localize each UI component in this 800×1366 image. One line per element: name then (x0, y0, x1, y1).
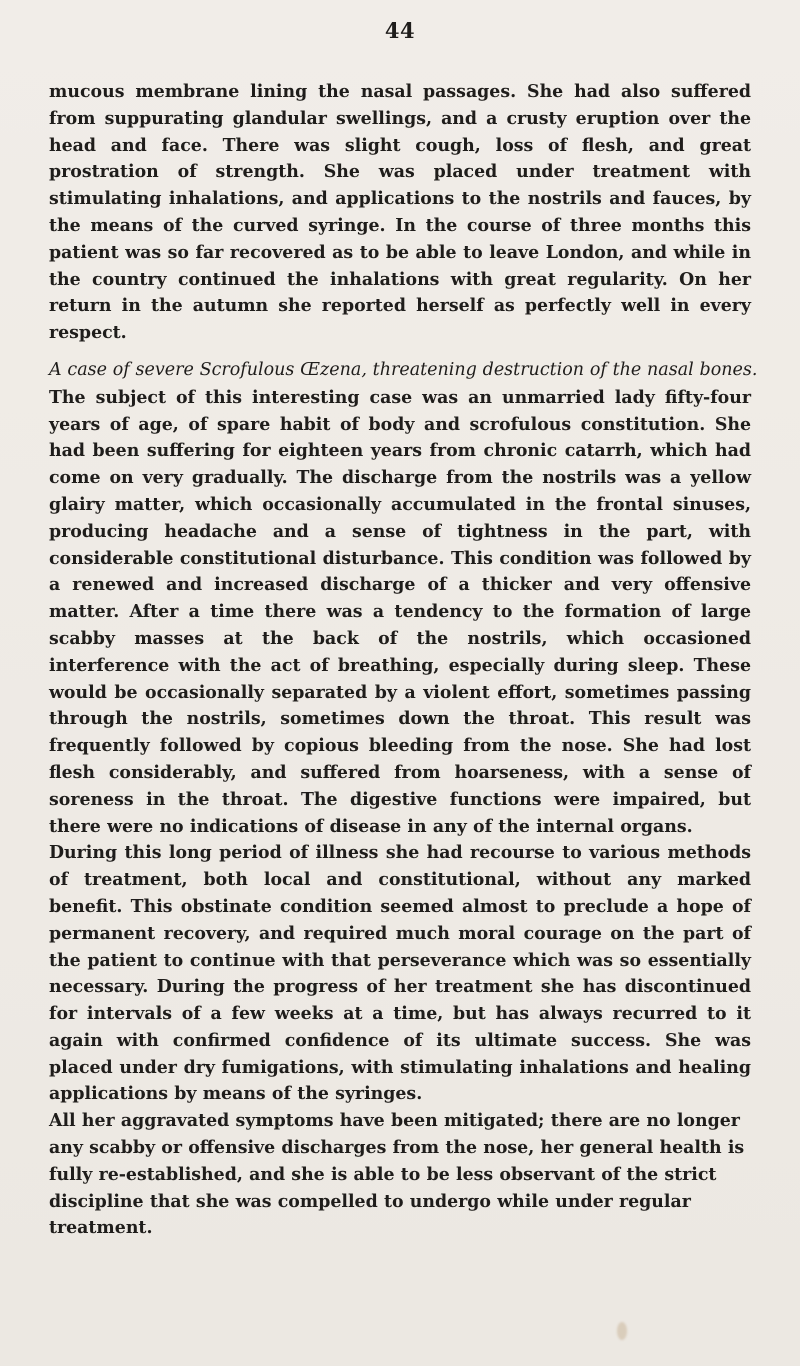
case-paragraph-outcome: All her aggravated symptoms have been mitigated; there are no longer any scabby or offensive discharges from the nose, her general health is fully re-established, and she is able to be less observant of the strict discipline that she was compelled to undergo while under regular treatment. (49, 1111, 745, 1239)
case-heading: A case of severe Scrofulous Œzena, threatening destruction of the nasal bones. (49, 359, 758, 380)
paragraph-continuation: mucous membrane lining the nasal passages. She had also suffered from suppurating glandular swellings, and a crusty eruption over the head and face. There was slight cough, loss of flesh, and great prostration of strength. She was placed under treatment with stimulating inhalations, and applications to the nostrils and fauces, by the means of the curved syringe. In the course of three months this patient was so far recovered as to be able to leave London, and while in the country continued the inhalations with great regularity. On her return in the autumn she reported herself as perfectly well in every respect. (49, 82, 751, 344)
case-paragraph-subject: The subject of this interesting case was an unmarried lady fifty-four years of age, of spare habit of body and scrofulous constitution. She had been suffering for eighteen years from chronic catarrh, which had come on very gradually. The discharge from the nostrils was a yellow glairy matter, which occasionally accumulated in the frontal sinuses, producing headache and a sense of tightness in the part, with considerable constitutional disturbance. This condition was followed by a renewed and increased discharge of a thicker and very offensive matter. After a time there was a tendency to the formation of large scabby masses at the back of the nostrils, which occasioned interference with the act of breathing, especially during sleep. These would be occasionally separated by a violent effort, sometimes passing through the nostrils, sometimes down the throat. This result was frequently followed by copious bleeding from the nose. She had lost flesh considerably, and suffered from hoarseness, with a sense of soreness in the throat. The digestive functions were impaired, but there were no indications of disease in any of the internal organs. (49, 387, 751, 837)
case-paragraph-treatment: During this long period of illness she had recourse to various methods of treatment, both local and constitutional, without any marked benefit. This obstinate condition seemed almost to preclude a hope of permanent recovery, and required much moral courage on the part of the patient to continue with that perseverance which was so essentially necessary. During the progress of her treatment she has discontinued for intervals of a few weeks at a time, but has always recurred to it again with confirmed confidence of its ultimate success. She was placed under dry fumigations, with stimulating inhalations and healing applications by means of the syringes. (49, 843, 751, 1105)
page-content (49, 79, 758, 1242)
paper-stain (617, 1322, 627, 1340)
page-number: 44 (384, 18, 416, 43)
